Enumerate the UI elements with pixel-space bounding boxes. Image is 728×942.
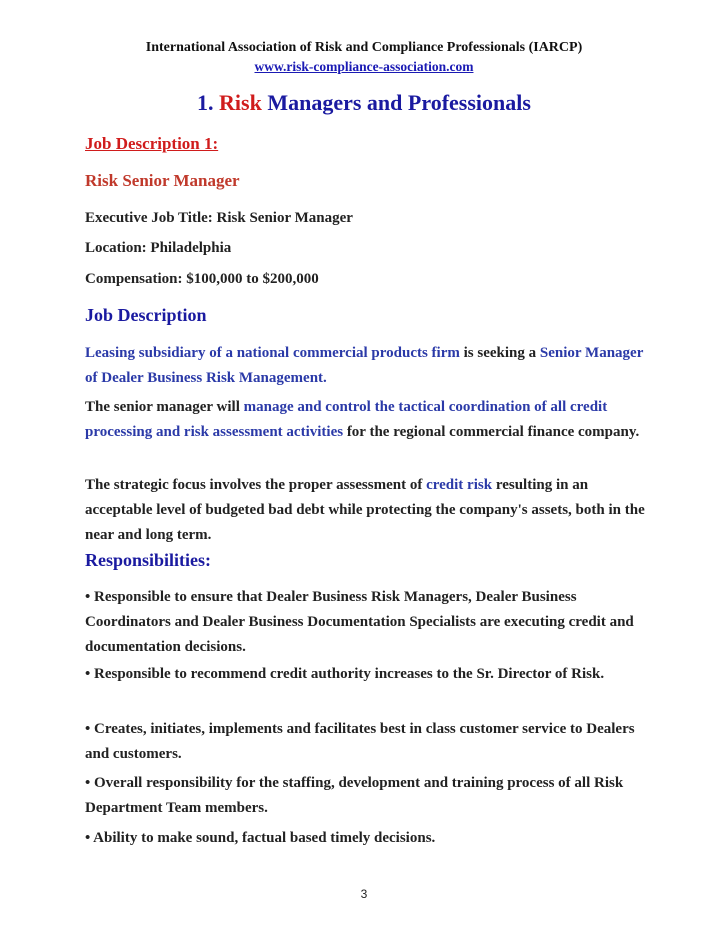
description-paragraph-3 <box>85 473 655 548</box>
paragraph-text: is seeking a <box>459 345 540 361</box>
paragraph-text: The senior manager will <box>85 399 244 415</box>
section-number: 1. <box>197 90 214 115</box>
highlight-text: manage and control the tactical coordination of all credit processing and risk assessment activities <box>85 399 608 440</box>
section-title-rest: Managers and Professionals <box>267 90 531 115</box>
paragraph-text: The strategic focus involves the proper assessment of <box>85 477 427 493</box>
responsibility-item: • Responsible to recommend credit authority increases to the Sr. Director of Risk. <box>85 666 605 682</box>
job-title: Risk Senior Manager <box>85 171 240 190</box>
job-location: Location: Philadelphia <box>85 240 232 256</box>
responsibility-item: • Creates, initiates, implements and facilitates best in class customer service to Dealers and customers. <box>85 721 635 762</box>
page-number: 3 <box>360 887 368 901</box>
highlight-text: Senior Manager of Dealer Business Risk Management. <box>85 345 644 386</box>
header-organization: International Association of Risk and Compliance Professionals (IARCP) <box>145 40 583 55</box>
responsibilities-heading: Responsibilities: <box>85 550 212 570</box>
highlight-text: Leasing subsidiary of a national commercial products firm <box>85 345 460 361</box>
section-title-highlight: Risk <box>219 90 262 115</box>
description-paragraph-1 <box>85 341 655 391</box>
responsibility-item: • Ability to make sound, factual based timely decisions. <box>85 830 436 846</box>
responsibility-item: • Overall responsibility for the staffing, development and training process of all Risk Department Team members. <box>85 775 624 816</box>
job-description-heading: Job Description 1: <box>85 134 219 153</box>
job-compensation: Compensation: $100,000 to $200,000 <box>85 271 319 287</box>
header-website-link[interactable]: www.risk-compliance-association.com <box>254 59 474 74</box>
executive-job-title: Executive Job Title: Risk Senior Manager <box>85 210 353 226</box>
highlight-text: credit risk <box>426 477 493 493</box>
description-heading: Job Description <box>85 305 207 325</box>
description-paragraph-2 <box>85 395 655 445</box>
paragraph-text: resulting in an acceptable level of budgeted bad debt while protecting the company's assets, both in the near and long term. <box>85 477 645 543</box>
section-title <box>0 90 728 116</box>
responsibility-item: • Responsible to ensure that Dealer Business Risk Managers, Dealer Business Coordinators and Dealer Business Documentation Specialists are executing credit and documentation decisions. <box>85 589 634 655</box>
paragraph-text: for the regional commercial finance company. <box>343 424 640 440</box>
